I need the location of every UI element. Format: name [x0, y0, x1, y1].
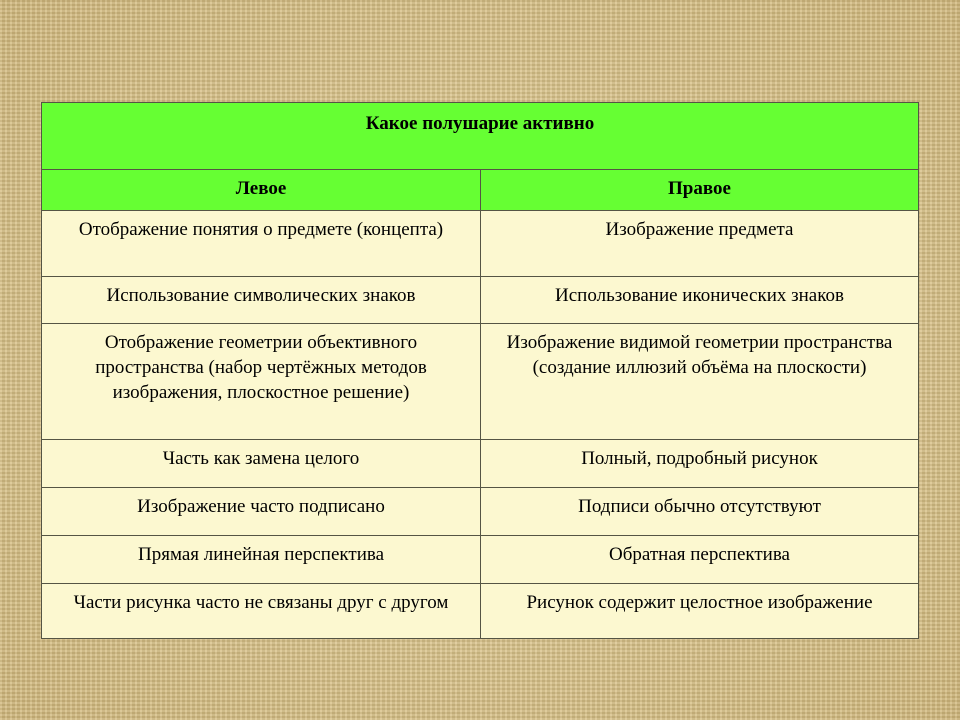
cell-right: Рисунок содержит целостное изображение — [481, 584, 919, 639]
cell-right: Полный, подробный рисунок — [481, 440, 919, 488]
cell-right: Использование иконических знаков — [481, 277, 919, 324]
table-row — [42, 211, 919, 277]
cell-right: Изображение видимой геометрии пространства (создание иллюзий объёма на плоскости) — [481, 324, 919, 440]
table-row — [42, 536, 919, 584]
table-title: Какое полушарие активно — [42, 103, 919, 170]
table-header-row — [42, 170, 919, 211]
cell-left: Прямая линейная перспектива — [42, 536, 481, 584]
table-title-row — [42, 103, 919, 170]
cell-left: Отображение понятия о предмете (концепта) — [42, 211, 481, 277]
table-row — [42, 584, 919, 639]
cell-left: Отображение геометрии объективного пространства (набор чертёжных методов изображения, плоскостное решение) — [42, 324, 481, 440]
cell-left: Части рисунка часто не связаны друг с другом — [42, 584, 481, 639]
table-row — [42, 488, 919, 536]
cell-left: Часть как замена целого — [42, 440, 481, 488]
hemisphere-comparison-table — [41, 102, 919, 639]
table-row — [42, 277, 919, 324]
cell-left: Использование символических знаков — [42, 277, 481, 324]
cell-right: Изображение предмета — [481, 211, 919, 277]
cell-right: Подписи обычно отсутствуют — [481, 488, 919, 536]
table-row — [42, 440, 919, 488]
column-header-right: Правое — [481, 170, 919, 211]
column-header-left: Левое — [42, 170, 481, 211]
cell-right: Обратная перспектива — [481, 536, 919, 584]
cell-left: Изображение часто подписано — [42, 488, 481, 536]
table-row — [42, 324, 919, 440]
